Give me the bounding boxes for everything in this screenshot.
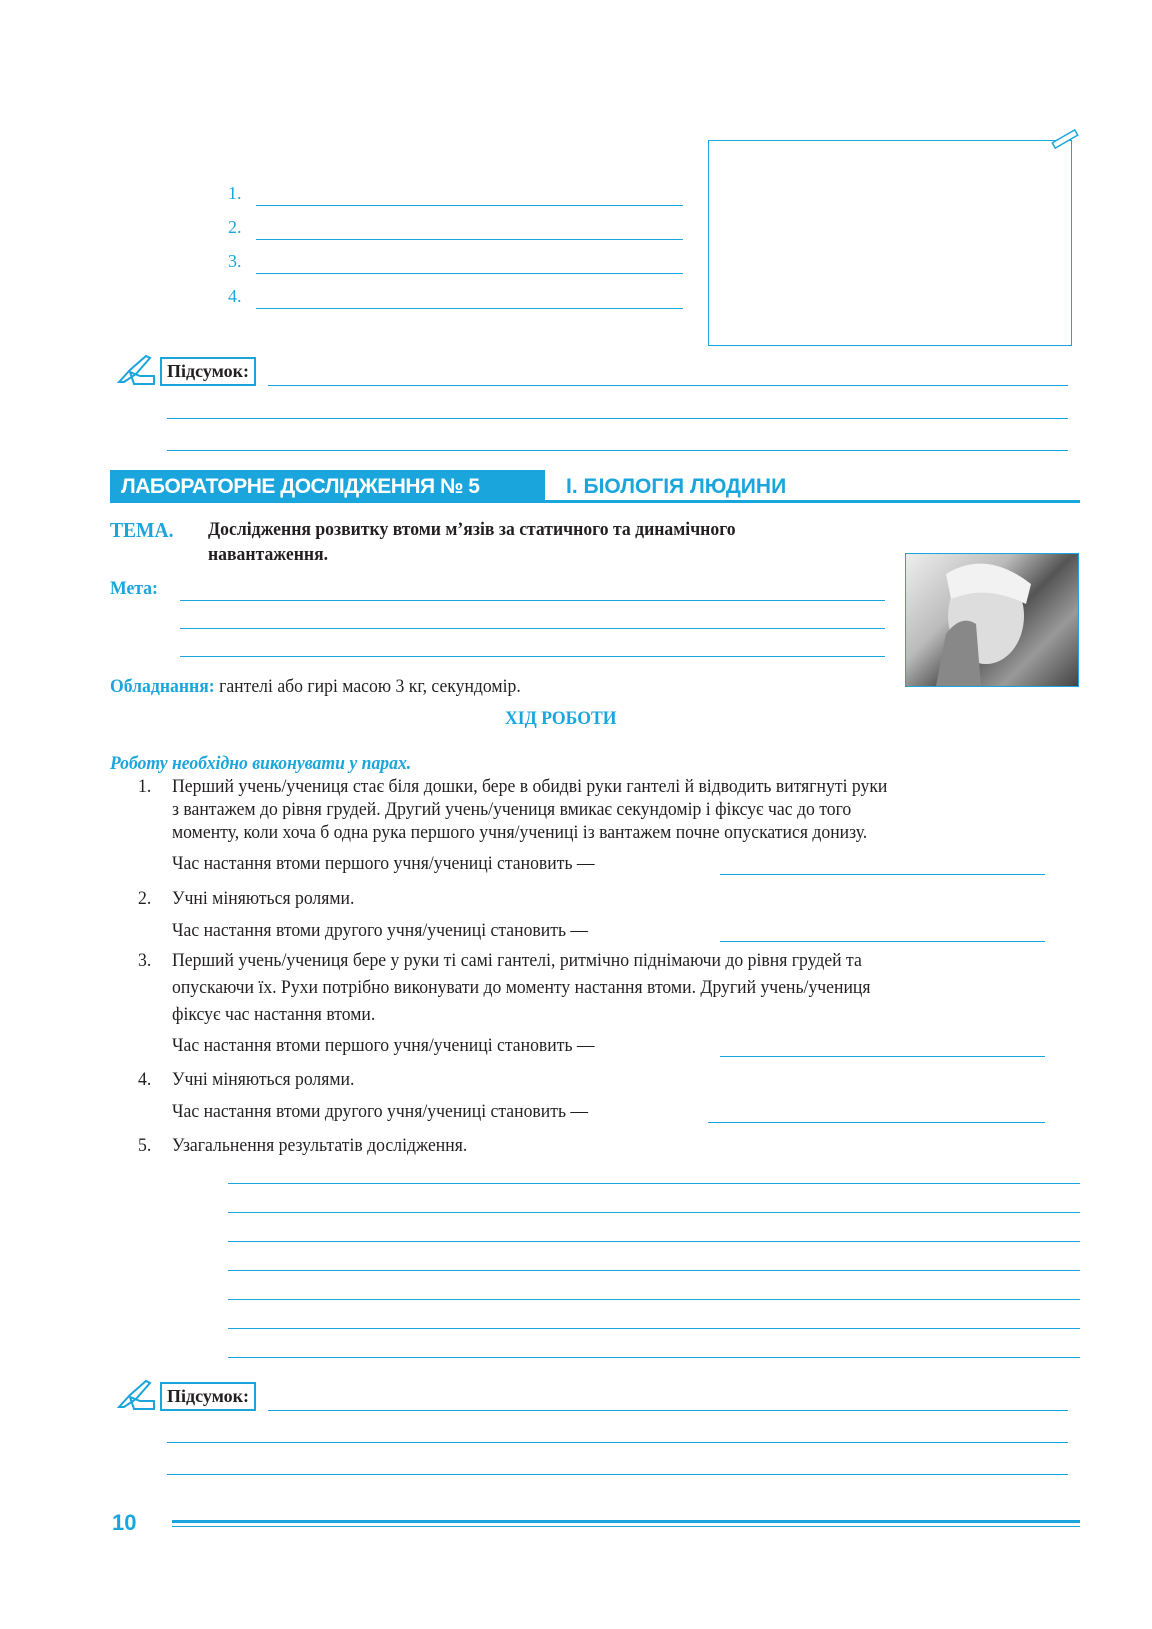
answer-line[interactable] — [256, 239, 683, 240]
step-number: 3. — [138, 950, 152, 971]
step-text: Перший учень/учениця стає біля дошки, бере в обидві руки гантелі й відводить витягнуті руки — [172, 776, 888, 797]
procedure-title: ХІД РОБОТИ — [505, 708, 617, 729]
goal-line[interactable] — [180, 600, 885, 601]
step-result: Час настання втоми першого учня/учениці становить — — [172, 1035, 595, 1056]
lab-title: ЛАБОРАТОРНЕ ДОСЛІДЖЕННЯ № 5 — [121, 475, 480, 498]
writing-hand-icon — [116, 352, 156, 386]
summary-line[interactable] — [167, 450, 1068, 451]
summary-label: Підсумок: — [160, 357, 256, 386]
equipment-label: Обладнання: — [110, 676, 215, 697]
conclusion-line[interactable] — [228, 1357, 1080, 1358]
step-text: моменту, коли хоча б одна рука першого учня/учениці із вантажем почне опускатися донизу. — [172, 822, 868, 843]
conclusion-line[interactable] — [228, 1299, 1080, 1300]
conclusion-line[interactable] — [228, 1212, 1080, 1213]
goal-line[interactable] — [180, 656, 885, 657]
footer-rule — [172, 1526, 1080, 1527]
summary-line[interactable] — [268, 385, 1068, 386]
summary-label: Підсумок: — [160, 1382, 256, 1411]
tired-woman-photo — [905, 553, 1079, 687]
answer-line[interactable] — [256, 205, 683, 206]
step-number: 4. — [138, 1069, 152, 1090]
step-result: Час настання втоми другого учня/учениці становить — — [172, 920, 589, 941]
pencil-icon — [1048, 124, 1082, 152]
procedure-note: Роботу необхідно виконувати у парах. — [110, 753, 412, 774]
conclusion-line[interactable] — [228, 1183, 1080, 1184]
step-text: з вантажем до рівня грудей. Другий учень/учениця вмикає секундомір і фіксує час до того — [172, 799, 852, 820]
conclusion-line[interactable] — [228, 1328, 1080, 1329]
face-illustration — [906, 554, 1078, 686]
step-result: Час настання втоми другого учня/учениці становить — — [172, 1101, 589, 1122]
writing-hand-icon — [116, 1377, 156, 1411]
step-result: Час настання втоми першого учня/учениці становить — — [172, 853, 595, 874]
header-rule — [545, 500, 1080, 503]
step-text: опускаючи їх. Рухи потрібно виконувати до моменту настання втоми. Другий учень/учениця — [172, 977, 871, 998]
topic-label: ТЕМА. — [110, 518, 174, 542]
goal-label: Мета: — [110, 578, 158, 599]
answer-line[interactable] — [256, 273, 683, 274]
summary-line[interactable] — [167, 418, 1068, 419]
result-line[interactable] — [720, 1056, 1045, 1057]
step-text: Узагальнення результатів дослідження. — [172, 1135, 468, 1156]
answer-line[interactable] — [256, 308, 683, 309]
drawing-box[interactable] — [708, 140, 1072, 346]
step-text: Перший учень/учениця бере у руки ті самі гантелі, ритмічно піднімаючи до рівня грудей та — [172, 950, 862, 971]
goal-line[interactable] — [180, 628, 885, 629]
list-number: 4. — [228, 286, 242, 306]
result-line[interactable] — [720, 941, 1045, 942]
summary-line[interactable] — [167, 1442, 1068, 1443]
conclusion-line[interactable] — [228, 1241, 1080, 1242]
step-text: фіксує час настання втоми. — [172, 1004, 376, 1025]
equipment-text: гантелі або гирі масою 3 кг, секундомір. — [219, 676, 521, 697]
result-line[interactable] — [708, 1122, 1045, 1123]
list-number: 1. — [228, 183, 242, 203]
step-number: 1. — [138, 776, 152, 797]
summary-line[interactable] — [268, 1410, 1068, 1411]
step-number: 2. — [138, 888, 152, 909]
equipment — [110, 676, 521, 698]
list-number: 3. — [228, 251, 242, 271]
result-line[interactable] — [720, 874, 1045, 875]
topic-text: навантаження. — [208, 544, 329, 565]
topic-text: Дослідження розвитку втоми м’язів за статичного та динамічного — [208, 519, 736, 540]
page-number: 10 — [112, 1510, 137, 1535]
footer-rule — [172, 1520, 1080, 1523]
list-number: 2. — [228, 217, 242, 237]
lab-title-bar — [110, 470, 545, 503]
step-text: Учні міняються ролями. — [172, 1069, 355, 1090]
summary-line[interactable] — [167, 1474, 1068, 1475]
conclusion-line[interactable] — [228, 1270, 1080, 1271]
step-text: Учні міняються ролями. — [172, 888, 355, 909]
step-number: 5. — [138, 1135, 152, 1156]
section-title: І. БІОЛОГІЯ ЛЮДИНИ — [566, 475, 787, 498]
